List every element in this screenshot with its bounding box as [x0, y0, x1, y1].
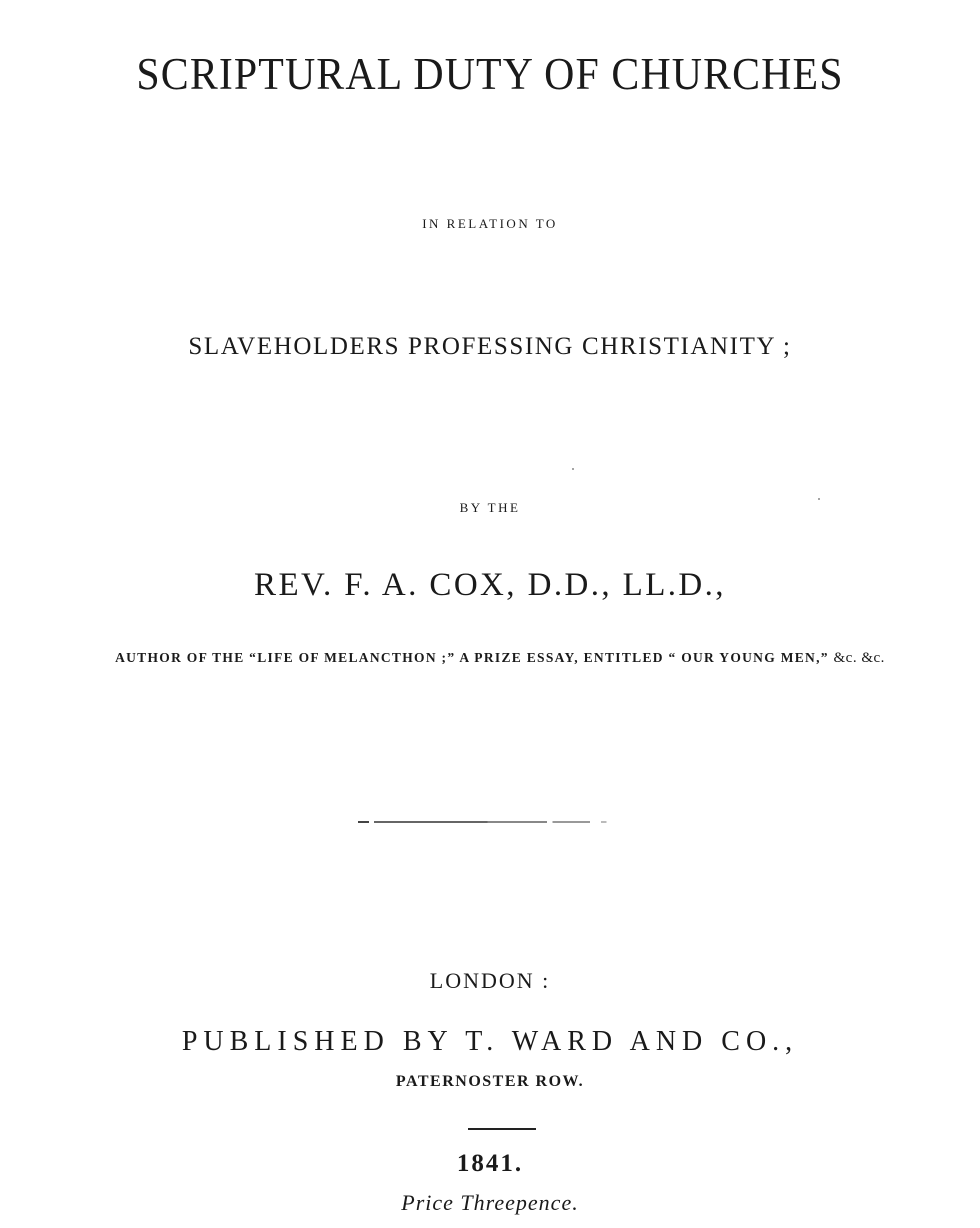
by-the-line: BY THE — [459, 500, 521, 515]
relation-phrase: IN RELATION TO — [422, 216, 558, 231]
credentials-text: AUTHOR OF THE “LIFE OF MELANCTHON ;” A PRIZE ESSAY, ENTITLED “ OUR YOUNG MEN,” — [115, 650, 829, 665]
imprint-publisher: PUBLISHED BY T. WARD AND CO., — [181, 1026, 799, 1057]
short-rule — [468, 1128, 536, 1130]
subject-line: SLAVEHOLDERS PROFESSING CHRISTIANITY ; — [188, 333, 792, 360]
imprint-street: PATERNOSTER ROW. — [395, 1073, 585, 1090]
credentials-etc: &c. &c. — [833, 650, 885, 666]
price-line: Price Threepence. — [401, 1190, 579, 1215]
author-name: REV. F. A. COX, D.D., LL.D., — [254, 567, 726, 603]
imprint-year: 1841. — [456, 1150, 524, 1177]
ornamental-rule — [358, 821, 628, 823]
book-title: SCRIPTURAL DUTY OF CHURCHES — [136, 49, 844, 99]
print-speck — [572, 468, 574, 470]
author-credentials — [50, 644, 950, 672]
imprint-city: LONDON : — [429, 968, 551, 993]
